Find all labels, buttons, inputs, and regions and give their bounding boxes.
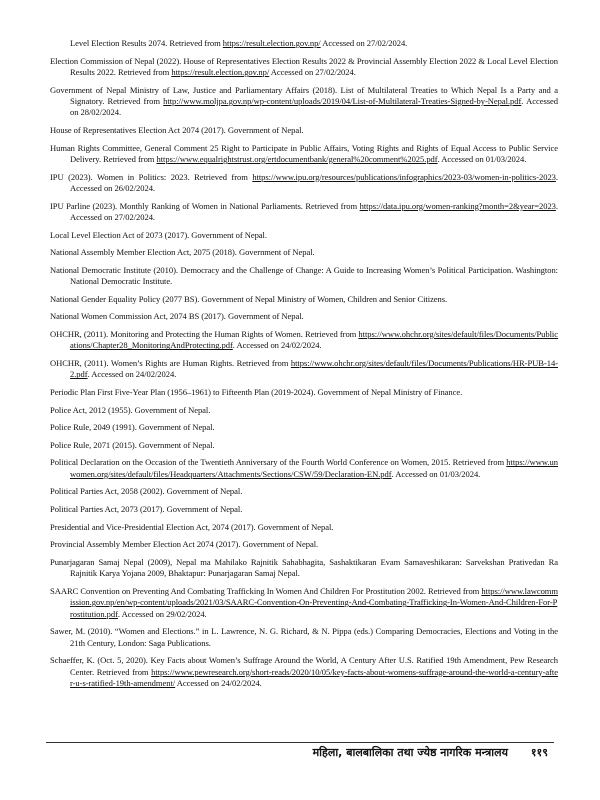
reference-entry: [50, 387, 558, 398]
reference-link[interactable]: https://result.election.gov.np/: [222, 38, 321, 48]
reference-entry: [50, 230, 558, 241]
reference-text: Political Parties Act, 2073 (2017). Government of Nepal.: [50, 503, 243, 514]
reference-entry: [50, 626, 558, 649]
reference-access-note: . Accessed on 01/03/2024.: [391, 468, 481, 479]
reference-access-note: . Accessed on 27/02/2024.: [70, 200, 558, 222]
reference-link[interactable]: https://www.equalrightstrust.org/ertdocumentbank/general%20comment%2025.pdf: [156, 154, 438, 164]
reference-access-note: Accessed on 27/02/2024.: [269, 67, 356, 77]
reference-link[interactable]: https://www.pewresearch.org/short-reads/2020/10/05/key-facts-about-womens-suffrage-around-the-world-a-century-after-u-s-ratified-19th-amendment/: [70, 666, 558, 688]
reference-entry: [50, 557, 558, 580]
reference-text: National Gender Equality Policy (2077 BS). Government of Nepal Ministry of Women, Children and Senior Citizens.: [50, 293, 448, 304]
reference-link[interactable]: https://www.ohchr.org/sites/default/files/Documents/Publications/HR-PUB-14-2.pdf: [70, 357, 558, 380]
reference-text: Sawer, M. (2010). “Women and Elections.” in L. Lawrence, N. G. Richard, & N. Pippa (eds.) Comparing Democracies, Elections and Voting in the 21th Century, London: Saga Publications.: [50, 626, 558, 648]
reference-text: Election Commission of Nepal (2022). House of Representatives Election Results 2022 & Provincial Assembly Election 2022 & Local Level Election Results 2022. Retrieved from: [50, 55, 558, 77]
reference-text: OHCHR, (2011). Women’s Rights are Human Rights. Retrieved from: [50, 357, 291, 368]
reference-text: House of Representatives Election Act 2074 (2017). Government of Nepal.: [50, 125, 304, 135]
reference-text: National Assembly Member Election Act, 2075 (2018). Government of Nepal.: [50, 247, 315, 258]
reference-entry: [50, 329, 558, 352]
reference-text: Political Declaration on the Occasion of the Twentieth Anniversary of the Fourth World Conference on Women, 2015. Retrieved from: [50, 457, 507, 468]
reference-entry: [50, 504, 558, 515]
reference-text: OHCHR, (2011). Monitoring and Protecting the Human Rights of Women. Retrieved from: [50, 328, 359, 339]
reference-entry: [50, 265, 558, 288]
reference-access-note: Accessed on 24/02/2024.: [175, 677, 262, 688]
reference-text: Periodic Plan First Five-Year Plan (1956–1961) to Fifteenth Plan (2019-2024). Government of Nepal Ministry of Finance.: [50, 386, 463, 397]
footer-ministry-title: महिला, बालबालिका तथा ज्येष्ठ नागरिक मन्त्रालय: [312, 746, 508, 759]
reference-link[interactable]: https://result.election.gov.np/: [171, 67, 270, 77]
reference-entry: [50, 56, 558, 79]
footer-rule: [46, 742, 554, 743]
reference-entry: [50, 311, 558, 322]
reference-link[interactable]: https://www.lawcommission.gov.np/en/wp-content/uploads/2021/03/SAARC-Convention-On-Preventing-And-Combating-Trafficking-In-Women-And-Children-For-Prostitution.pdf: [70, 585, 558, 619]
reference-text: Provincial Assembly Member Election Act 2074 (2017). Government of Nepal.: [50, 539, 319, 550]
reference-access-note: . Accessed on 26/02/2024.: [70, 171, 558, 193]
reference-text: IPU Parline (2023). Monthly Ranking of Women in National Parliaments. Retrieved from: [50, 200, 360, 211]
reference-text: Punarjagaran Samaj Nepal (2009), Nepal ma Mahilako Rajnitik Sahabhagita, Sashaktikaran Evam Samaveshikaran: Sarvekshan Prativedan Ra Rajnitik Karya Yojana 2009, Bhaktapur: Punarjagaran Samaj Nepal.: [50, 556, 558, 579]
reference-link[interactable]: https://data.ipu.org/women-ranking?month=2&year=2023: [359, 200, 556, 211]
reference-access-note: . Accessed on 01/03/2024.: [437, 154, 527, 164]
reference-entry: [50, 143, 558, 166]
reference-text: IPU (2023). Women in Politics: 2023. Retrieved from: [50, 171, 253, 182]
reference-link[interactable]: https://www.ohchr.org/sites/default/files/Documents/Publications/Chapter28_MonitoringAndProtecting.pdf: [70, 328, 558, 351]
reference-entry: [50, 201, 558, 224]
page-number: ११९: [530, 746, 548, 759]
reference-entry: [50, 655, 558, 689]
reference-link[interactable]: https://www.ipu.org/resources/publications/infographics/2023-03/women-in-politics-2023: [252, 171, 556, 182]
reference-entry: [50, 405, 558, 416]
reference-entry: [50, 586, 558, 620]
reference-entry: [50, 457, 558, 480]
reference-text: National Democratic Institute (2010). Democracy and the Challenge of Change: A Guide to Increasing Women’s Political Participation. Washington: National Democratic Institute.: [50, 264, 558, 287]
reference-entry: [50, 38, 558, 49]
reference-entry: [50, 522, 558, 533]
reference-text: National Women Commission Act, 2074 BS (2017). Government of Nepal.: [50, 311, 304, 322]
reference-entry: [50, 539, 558, 550]
reference-text: Local Level Election Act of 2073 (2017). Government of Nepal.: [50, 229, 267, 240]
reference-link[interactable]: https://www.unwomen.org/sites/default/files/Headquarters/Attachments/Sections/CSW/59/Declaration-EN.pdf: [70, 457, 558, 479]
reference-text: Police Act, 2012 (1955). Government of Nepal.: [50, 404, 211, 415]
reference-entry: [50, 358, 558, 381]
reference-access-note: . Accessed on 28/02/2024.: [70, 96, 558, 118]
page-footer: [0, 742, 600, 764]
reference-entry: [50, 247, 558, 258]
reference-entry: [50, 422, 558, 433]
reference-access-note: . Accessed on 24/02/2024.: [87, 369, 177, 380]
reference-link[interactable]: http://www.moljpa.gov.np/wp-content/uploads/2019/04/List-of-Multilateral-Treaties-Signed-by-Nepal.pdf: [163, 96, 522, 106]
reference-text: Political Parties Act, 2058 (2002). Government of Nepal.: [50, 486, 243, 497]
reference-text: Presidential and Vice-Presidential Election Act, 2074 (2017). Government of Nepal.: [50, 521, 334, 532]
reference-text: Government of Nepal Ministry of Law, Justice and Parliamentary Affairs (2018). List of Multilateral Treaties to Which Nepal Is a Party and a Signatory. Retrieved from: [50, 84, 558, 106]
reference-entry: [50, 440, 558, 451]
reference-entry: [50, 125, 558, 136]
reference-entry: [50, 486, 558, 497]
reference-list: [50, 38, 558, 696]
reference-text: SAARC Convention on Preventing And Combating Trafficking In Women And Children For Prostitution 2002. Retrieved from: [50, 585, 482, 596]
reference-access-note: . Accessed on 24/02/2024.: [232, 340, 322, 351]
reference-access-note: . Accessed on 29/02/2024.: [117, 608, 207, 619]
reference-entry: [50, 85, 558, 119]
reference-text: Human Rights Committee, General Comment 25 Right to Participate in Public Affairs, Voting Rights and Rights of Equal Access to Public Service Delivery. Retrieved from: [50, 142, 558, 164]
reference-entry: [50, 172, 558, 195]
reference-text: Level Election Results 2074. Retrieved from: [70, 38, 223, 48]
reference-entry: [50, 294, 558, 305]
reference-text: Police Rule, 2049 (1991). Government of Nepal.: [50, 422, 215, 433]
reference-text: Police Rule, 2071 (2015). Government of Nepal.: [50, 439, 215, 450]
reference-text: Schaeffer, K. (Oct. 5, 2020). Key Facts about Women’s Suffrage Around the World, A Century After U.S. Ratified 19th Amendment, Pew Research Center. Retrieved from: [50, 655, 558, 677]
reference-access-note: Accessed on 27/02/2024.: [320, 38, 408, 48]
